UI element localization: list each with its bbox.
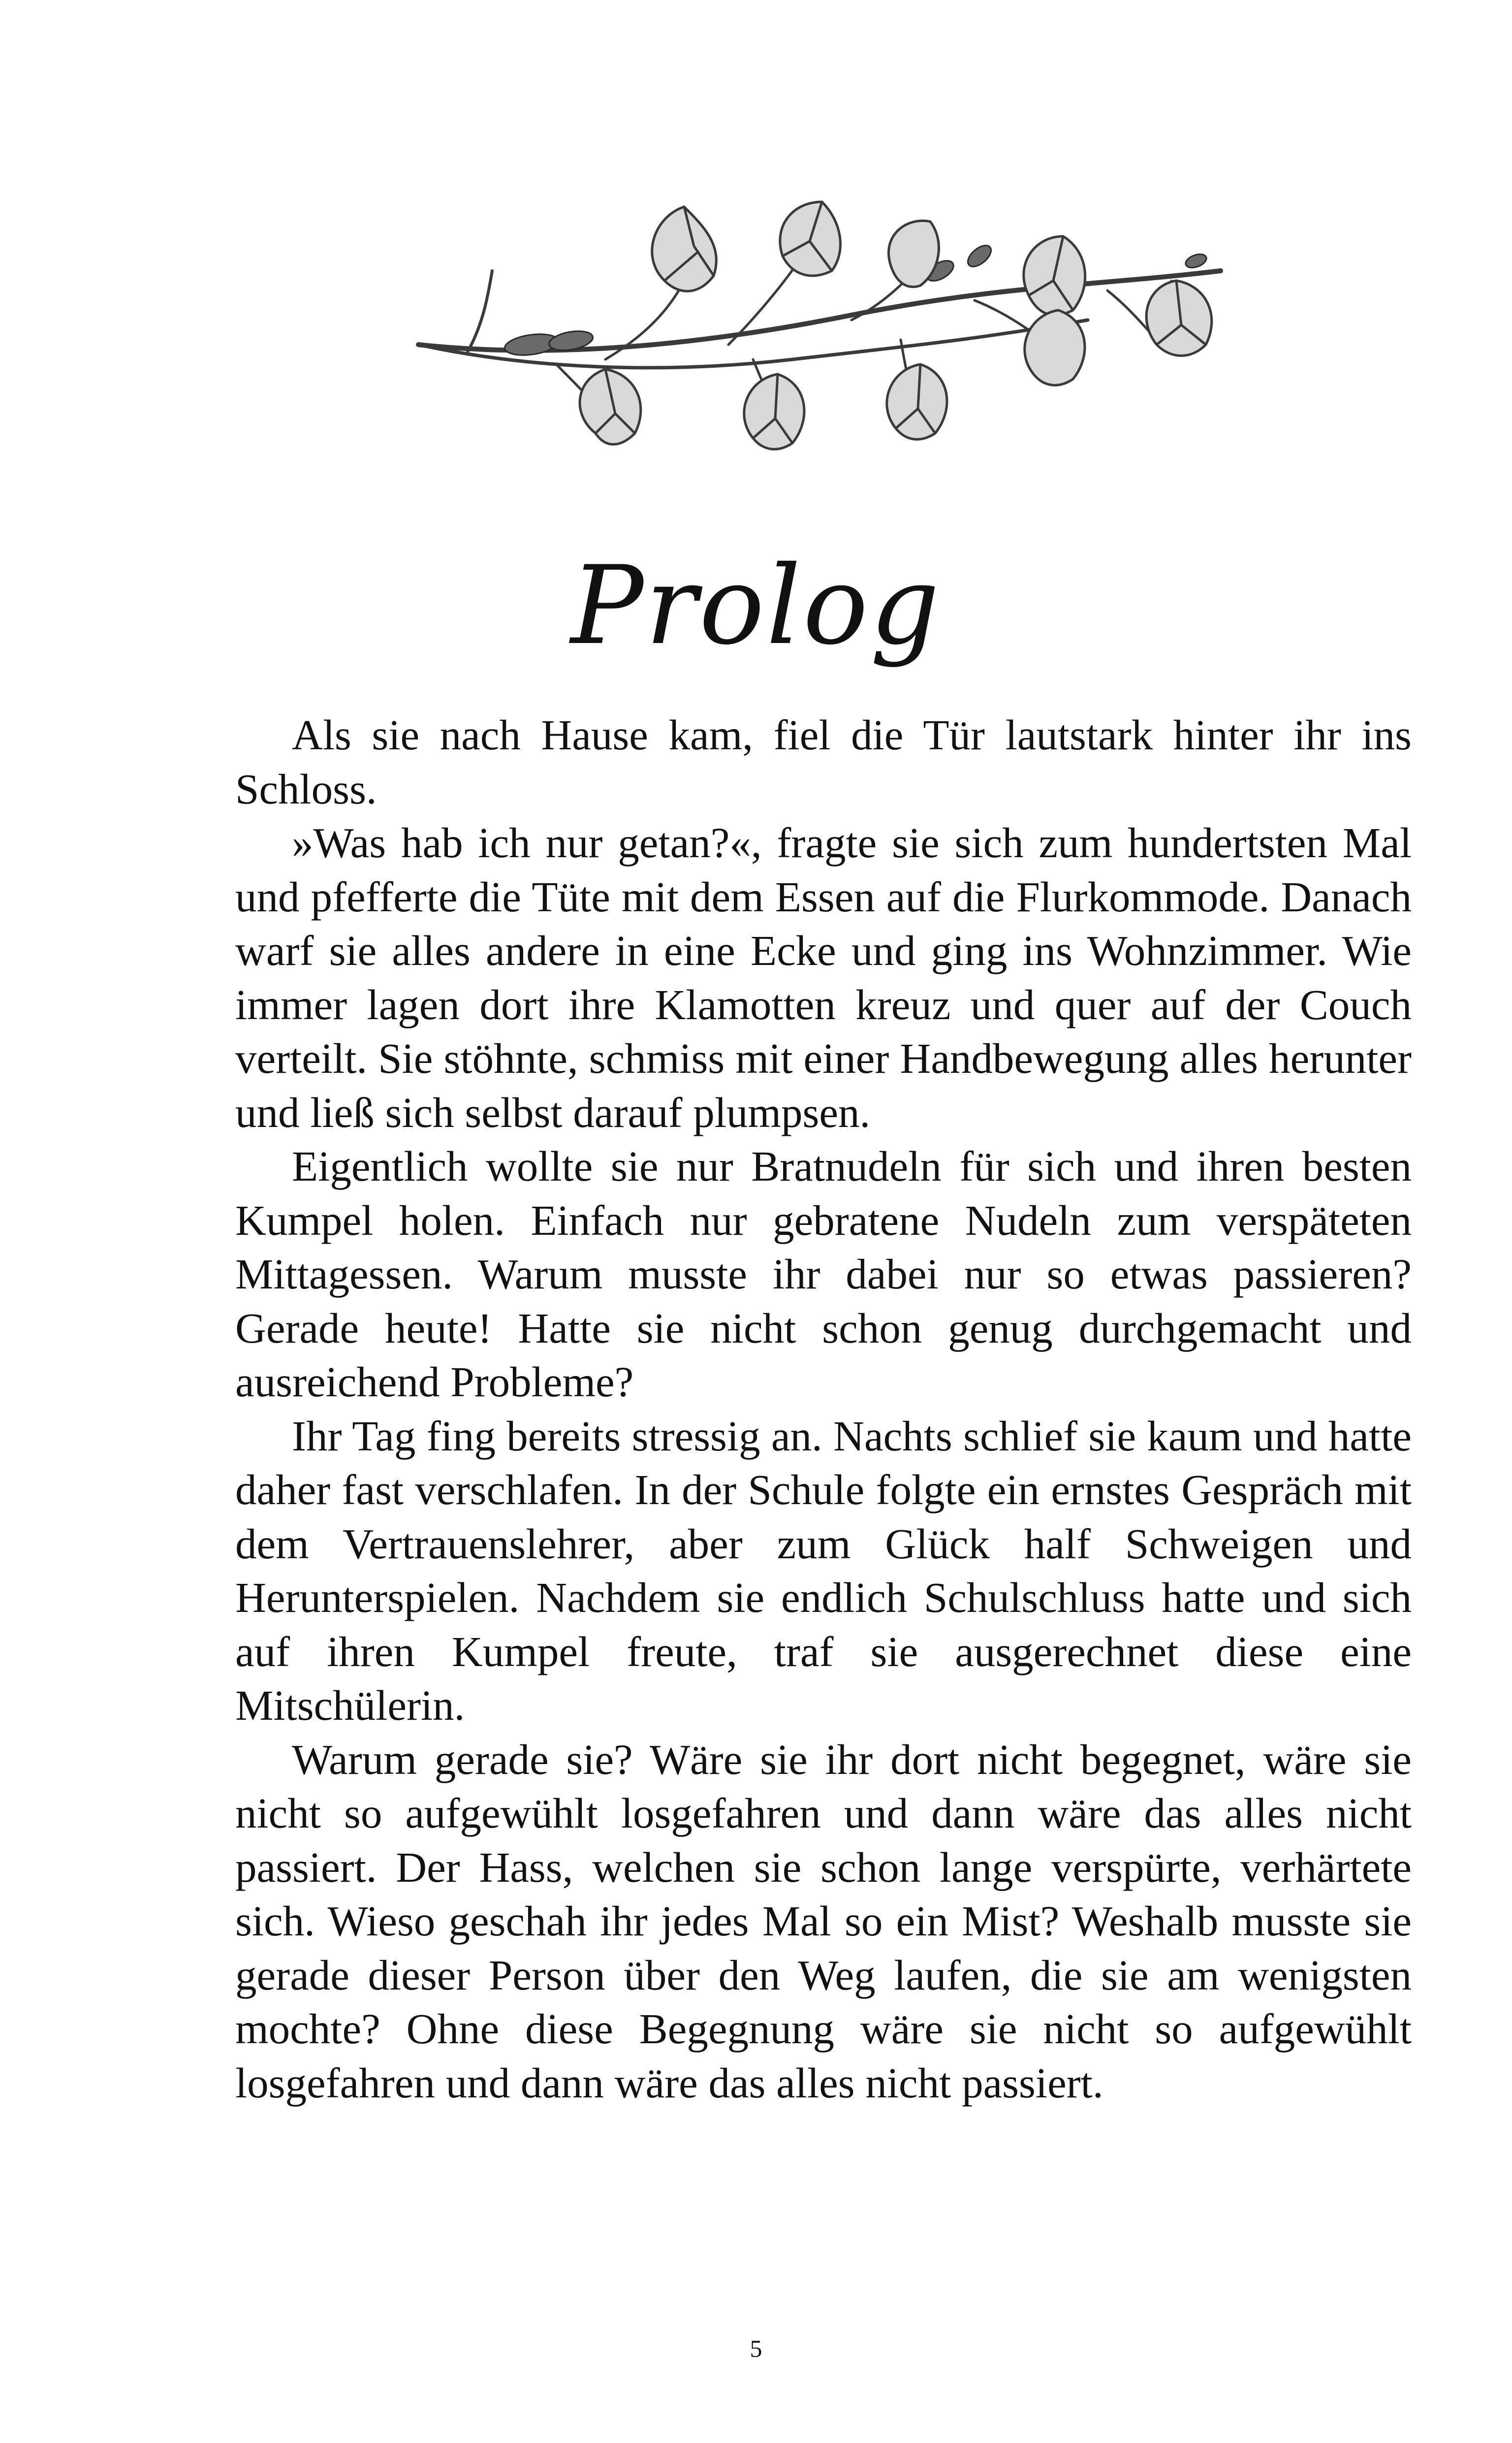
paragraph: Warum gerade sie? Wäre sie ihr dort nicht begegnet, wäre sie nicht so aufgewühlt losgefahren und dann wäre das alles nicht passiert. Der Hass, welchen sie schon lange verspürte, verhärtete sich. Wieso geschah ihr jedes Mal so ein Mist? Weshalb musste sie gerade dieser Person über den Weg laufen, die sie am wenigsten mochte? Ohne diese Begegnung wäre sie nicht so aufgewühlt losgefahren und dann wäre das alles nicht passiert. (235, 1735, 1412, 2107)
paragraph: Ihr Tag fing bereits stressig an. Nachts schlief sie kaum und hatte daher fast verschlafen. In der Schule folgte ein ernstes Gespräch mit dem Vertrauenslehrer, aber zum Glück half Schweigen und Herunterspielen. Nachdem sie endlich Schulschluss hatte und sich auf ihren Kumpel freute, traf sie ausgerechnet diese eine Mitschülerin. (235, 1412, 1412, 1729)
chapter-body (235, 708, 1412, 2110)
chapter-title: Prolog (570, 543, 942, 669)
page-number: 5 (750, 2335, 762, 2362)
paragraph: »Was hab ich nur getan?«, fragte sie sich zum hundertsten Mal und pfefferte die Tüte mit dem Essen auf die Flurkommode. Danach warf sie alles andere in eine Ecke und ging ins Wohnzimmer. Wie immer lagen dort ihre Klamotten kreuz und quer auf der Couch verteilt. Sie stöhnte, schmiss mit einer Handbewegung alles herunter und ließ sich selbst darauf plumpsen. (235, 819, 1412, 1136)
paragraph: Eigentlich wollte sie nur Bratnudeln für sich und ihren besten Kumpel holen. Einfach nur gebratene Nudeln zum verspäteten Mittagessen. Warum musste ihr dabei nur so etwas passieren? Gerade heute! Hatte sie nicht schon genug durchgemacht und ausreichend Probleme? (235, 1142, 1412, 1406)
paragraph: Als sie nach Hause kam, fiel die Tür lautstark hinter ihr ins Schloss. (235, 711, 1412, 813)
bellflower-branch-icon (409, 197, 1235, 492)
